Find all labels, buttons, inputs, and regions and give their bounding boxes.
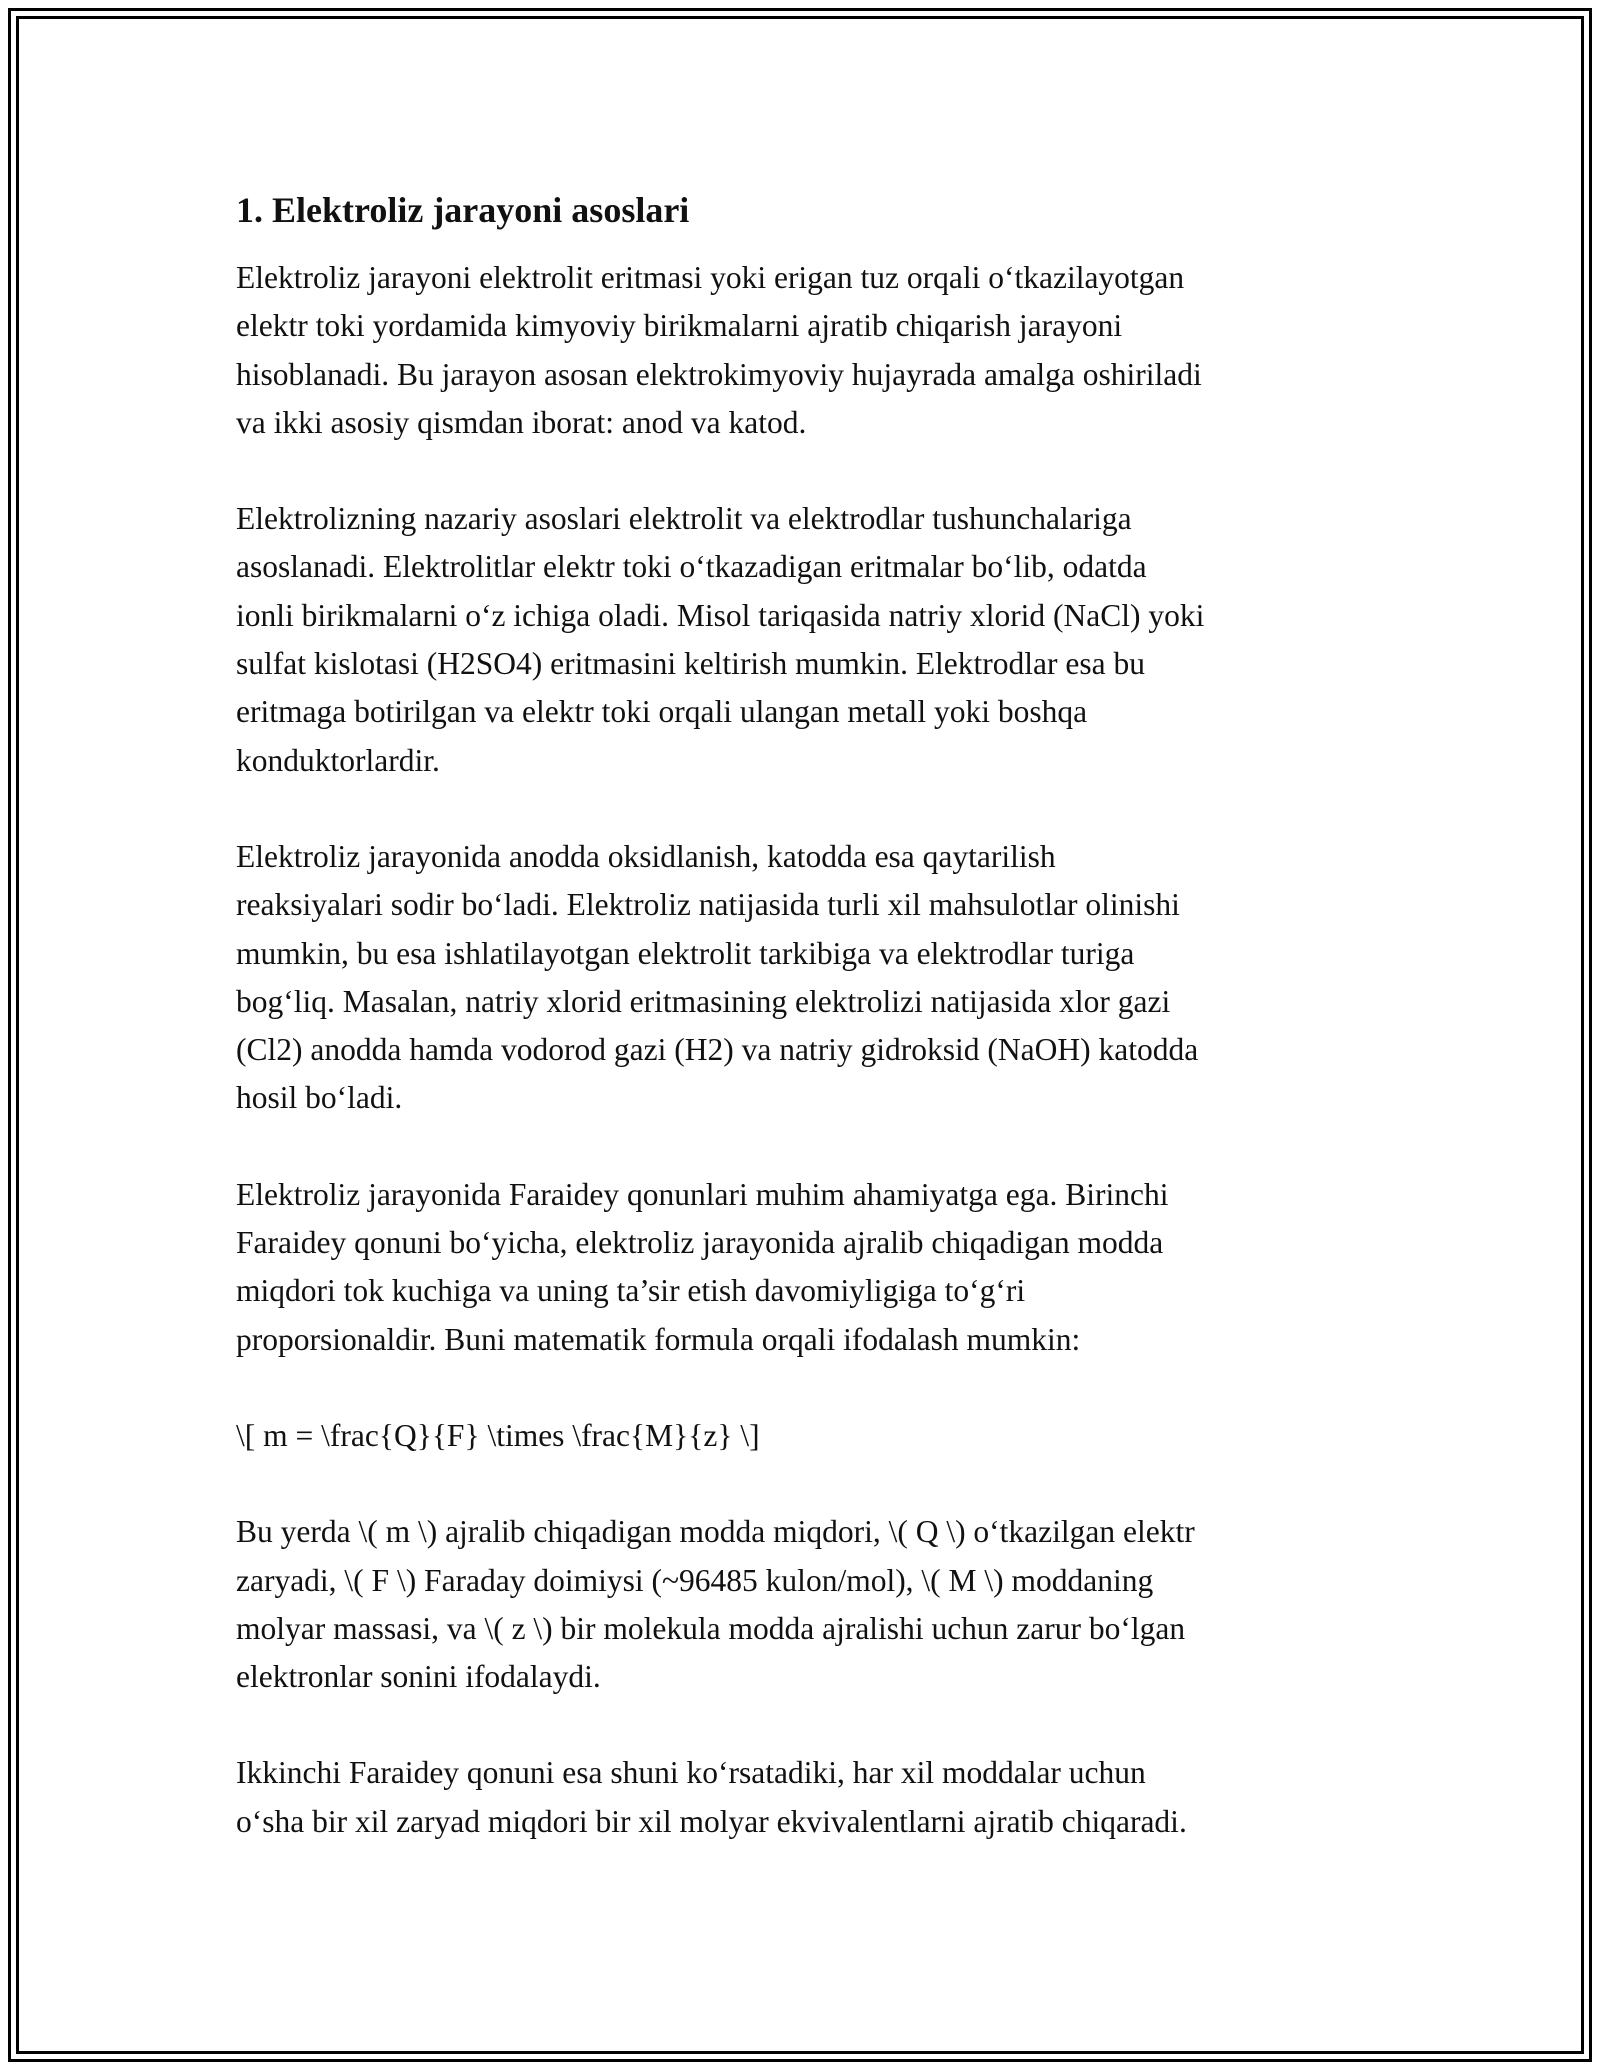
text-line: reaksiyalari sodir bo‘ladi. Elektroliz natijasida turli xil mahsulotlar olinishi <box>236 887 1180 923</box>
text-line: o‘sha bir xil zaryad miqdori bir xil molyar ekvivalentlarni ajratib chiqaradi. <box>236 1803 1187 1839</box>
text-line: Bu yerda \( m \) ajralib chiqadigan modda miqdori, \( Q \) o‘tkazilgan elektr <box>236 1514 1195 1550</box>
text-line: va ikki asosiy qismdan iborat: anod va katod. <box>236 404 807 440</box>
text-line: mumkin, bu esa ishlatilayotgan elektrolit tarkibiga va elektrodlar turiga <box>236 935 1135 971</box>
text-line: eritmaga botirilgan va elektr toki orqali ulangan metall yoki boshqa <box>236 694 1088 730</box>
paragraph-intro <box>236 254 1376 447</box>
document-body <box>236 186 1376 1894</box>
paragraph-faraday-second-law <box>236 1749 1376 1846</box>
text-line: (Cl2) anodda hamda vodorod gazi (H2) va natriy gidroksid (NaOH) katodda <box>236 1032 1199 1068</box>
paragraph-reactions <box>236 833 1376 1123</box>
text-line: Ikkinchi Faraidey qonuni esa shuni ko‘rsatadiki, har xil moddalar uchun <box>236 1755 1146 1791</box>
text-line: proporsionaldir. Buni matematik formula orqali ifodalash mumkin: <box>236 1321 1081 1357</box>
paragraph-formula-explanation <box>236 1508 1376 1701</box>
section-heading: 1. Elektroliz jarayoni asoslari <box>236 190 690 230</box>
text-line: elektronlar sonini ifodalaydi. <box>236 1659 601 1695</box>
text-line: bog‘liq. Masalan, natriy xlorid eritmasining elektrolizi natijasida xlor gazi <box>236 983 1171 1019</box>
text-line: Elektrolizning nazariy asoslari elektrolit va elektrodlar tushunchalariga <box>236 501 1132 537</box>
text-line: miqdori tok kuchiga va uning ta’sir etish davomiyligiga to‘g‘ri <box>236 1273 1026 1309</box>
text-line: konduktorlardir. <box>236 742 440 778</box>
text-line: Elektroliz jarayonida anodda oksidlanish, katodda esa qaytarilish <box>236 838 1056 874</box>
text-line: ionli birikmalarni o‘z ichiga oladi. Misol tariqasida natriy xlorid (NaCl) yoki <box>236 597 1205 633</box>
paragraph-faraday-first-law <box>236 1171 1376 1364</box>
text-line: elektr toki yordamida kimyoviy birikmalarni ajratib chiqarish jarayoni <box>236 308 1123 344</box>
text-line: molyar massasi, va \( z \) bir molekula modda ajralishi uchun zarur bo‘lgan <box>236 1610 1186 1646</box>
text-line: Elektroliz jarayonida Faraidey qonunlari muhim ahamiyatga ega. Birinchi <box>236 1176 1169 1212</box>
text-line: hisoblanadi. Bu jarayon asosan elektrokimyoviy hujayrada amalga oshiriladi <box>236 356 1202 392</box>
paragraph-theory <box>236 495 1376 785</box>
formula-block <box>236 1412 1376 1460</box>
text-line: sulfat kislotasi (H2SO4) eritmasini keltirish mumkin. Elektrodlar esa bu <box>236 646 1145 682</box>
text-line: Faraidey qonuni bo‘yicha, elektroliz jarayonida ajralib chiqadigan modda <box>236 1225 1164 1261</box>
text-line: zaryadi, \( F \) Faraday doimiysi (~96485 kulon/mol), \( M \) moddaning <box>236 1562 1154 1598</box>
text-line: hosil bo‘ladi. <box>236 1080 403 1116</box>
text-line: Elektroliz jarayoni elektrolit eritmasi yoki erigan tuz orqali o‘tkazilayotgan <box>236 260 1185 295</box>
text-line: asoslanadi. Elektrolitlar elektr toki o‘tkazadigan eritmalar bo‘lib, odatda <box>236 549 1147 585</box>
formula-text: \[ m = \frac{Q}{F} \times \frac{M}{z} \] <box>236 1417 760 1453</box>
